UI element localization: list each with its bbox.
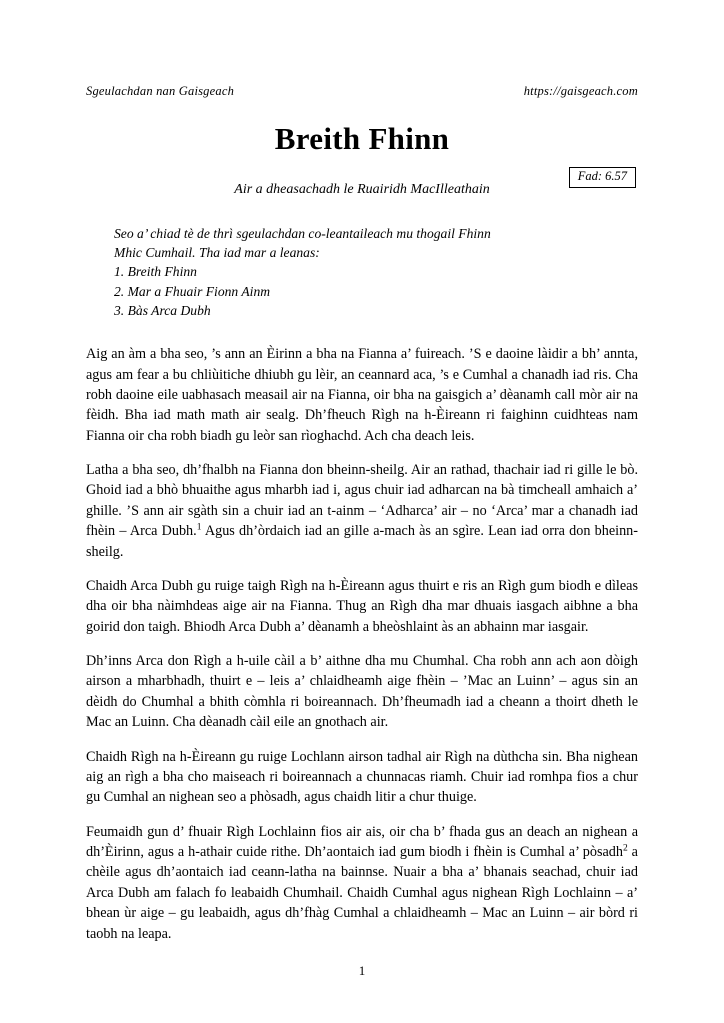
duration-badge: Fad: 6.57 xyxy=(569,167,636,188)
page-header xyxy=(86,84,638,99)
header-series-title: Sgeulachdan nan Gaisgeach xyxy=(86,84,235,98)
intro-line: Mhic Cumhail. Tha iad mar a leanas: xyxy=(114,245,320,261)
intro-line: Seo a’ chiad tè de thrì sgeulachdan co-leantaileach mu thogail Fhinn xyxy=(114,225,491,241)
paragraph: Aig an àm a bha seo, ’s ann an Èirinn a bha na Fianna a’ fuireach. ’S e daoine làidir a bh’ annta, agus am fear a bu chliùitiche dhiubh gu lèir, an ceannard aca, ’s e Cumhal a chanadh iad ris. Cha robh daoine eile uabhasach measail air na Fianna, oir bha na gaisgich a’ dèanamh call mòr air na fèidh. Bha iad math math air sealg. Dh’fheuch Rìgh na h-Èireann ri faighinn cuidhteas nam Fianna oir cha robh biadh gu leòr san rìoghachd. Ach cha deach leis. xyxy=(86,346,638,444)
page-number: 1 xyxy=(358,963,366,978)
byline: Air a dheasachadh le Ruairidh MacIlleathain xyxy=(234,181,490,197)
paragraph: Feumaidh gun d’ fhuair Rìgh Lochlainn fios air ais, oir cha b’ fhada gus an deach an nighean a dh’Èirinn, agus a h-athair cuide rithe. Dh’aontaich iad gum biodh i fhèin is Cumhal a’ pòsadh$^2$ a chèile agus dh’aontaich iad ceann-latha na bainnse. Nuair a bha a’ bhanais seachad, chuir iad Arca Dubh am falach fo leabaidh Chumhail. Chaidh Cumhal agus nighean Rìgh Lochlainn – a’ bhean ùr aige – gu leabaidh, agus dh’fhàg Cumhal a chlaidheamh – Mac an Luinn – air bòrd ri taobh na leapa. xyxy=(86,823,638,942)
page-title: Breith Fhinn xyxy=(274,121,450,156)
body-text xyxy=(86,344,638,944)
paragraph: Chaidh Arca Dubh gu ruige taigh Rìgh na h-Èireann agus thuirt e ris an Rìgh gum biodh e dìleas dha oir bha nàimhdeas aige air na Fianna. Thug an Rìgh dha mar dhuais iasgach aibhne a bha goirid don taigh. Bhiodh Arca Dubh a’ dèanamh a bheòshlaint às an abhainn mar iasgair. xyxy=(86,577,638,635)
intro-block xyxy=(114,224,638,320)
intro-list-item: 3. Bàs Arca Dubh xyxy=(114,302,211,318)
intro-list-item: 2. Mar a Fhuair Fionn Ainm xyxy=(114,283,271,299)
paragraph: Latha a bha seo, dh’fhalbh na Fianna don bheinn-sheilg. Air an rathad, thachair iad ri gille le bò. Ghoid iad a bhò bhuaithe agus mharbh iad i, agus chuir iad adharcan na bà timcheall amhaich a’ ghille. ’S ann air sgàth sin a chuir iad an t-ainm – ‘Adharca’ air – no ‘Arca’ mar a chanadh iad fhèin – Arca Dubh.$^1$ Agus dh’òrdaich iad an gille a-mach às an sgìre. Lean iad orra don bheinn-sheilg. xyxy=(86,462,638,560)
paragraph: Chaidh Rìgh na h-Èireann gu ruige Lochlann airson tadhal air Rìgh na dùthcha sin. Bha nighean aig an rìgh a bha cho maiseach ri boireannach a chunnacas riamh. Chuir iad romhpa fios a chur gu Cumhal an nighean seo a phòsadh, agus chaidh litir a chur thuige. xyxy=(86,748,638,806)
paragraph: Dh’inns Arca don Rìgh a h-uile càil a b’ aithne dha mu Chumhal. Cha robh ann ach aon dòigh airson a mharbhadh, thuirt e – leis a’ chlaidheamh aige fhèin – ’Mac an Luinn’ – agus sin an dèidh do Chumhal a bhith còmhla ri boireannach. Dh’fheumadh iad a cheann a thoirt dheth le Mac an Luinn. Cha dèanadh càil eile an gnothach air. xyxy=(86,653,638,731)
header-website-url: https://gaisgeach.com xyxy=(523,84,638,98)
intro-list-item: 1. Breith Fhinn xyxy=(114,264,197,280)
